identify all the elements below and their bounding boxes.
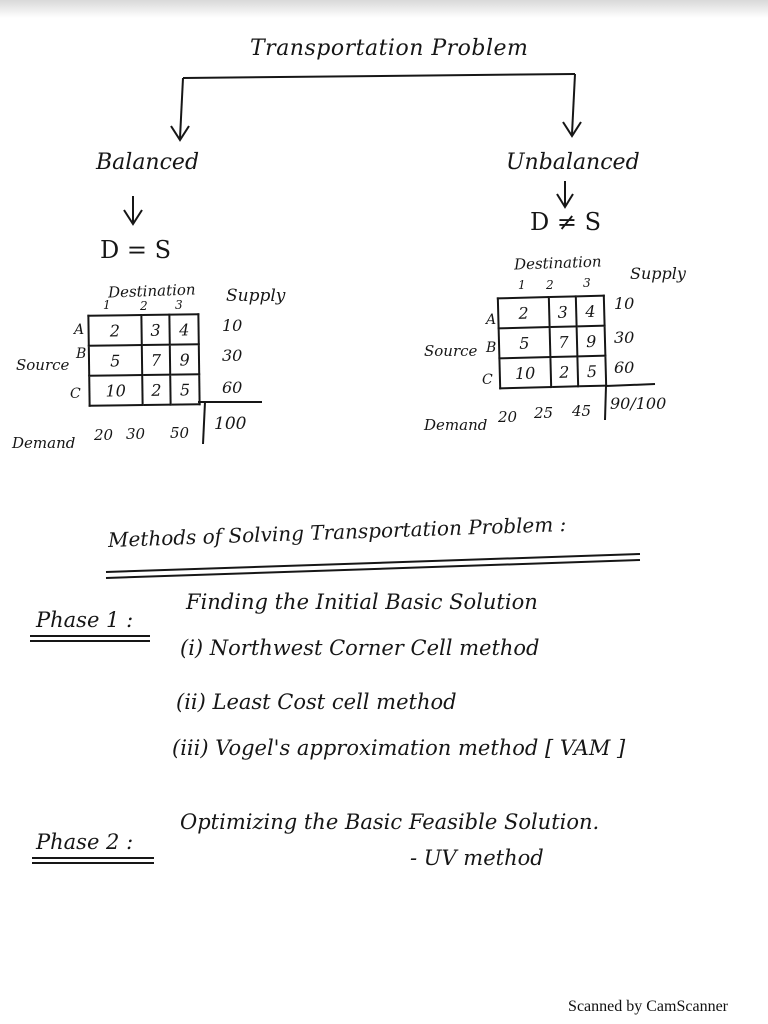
balanced-cell: 4 [170, 314, 199, 344]
unbalanced-row-label-b: B [486, 340, 497, 356]
unbalanced-supply-c: 60 [614, 358, 635, 377]
unbalanced-cost-table [497, 295, 607, 390]
balanced-cell: 5 [171, 374, 200, 404]
unbalanced-col-header-3: 3 [583, 276, 591, 290]
unbalanced-destination-label: Destination [513, 252, 602, 274]
phase1-method-3: (iii) Vogel's approximation method [ VAM ] [172, 736, 626, 760]
balanced-demand-1: 20 [94, 426, 114, 444]
balanced-row-label-c: C [70, 386, 81, 402]
unbalanced-cell: 2 [498, 297, 549, 328]
unbalanced-demand-2: 25 [534, 404, 554, 422]
balanced-cell: 2 [88, 315, 141, 346]
balanced-col-header-1: 1 [103, 298, 111, 312]
balanced-cell: 2 [142, 375, 171, 405]
unbalanced-source-label: Source [424, 342, 478, 360]
phase2-sub: - UV method [410, 846, 544, 870]
camscanner-watermark: Scanned by CamScanner [568, 998, 728, 1015]
phase2-label: Phase 2 : [36, 830, 134, 854]
unbalanced-cell: 5 [578, 356, 606, 387]
unbalanced-row-label-a: A [486, 312, 497, 328]
unbalanced-cell: 7 [549, 326, 577, 357]
balanced-condition: D = S [100, 236, 172, 264]
balanced-source-label: Source [16, 356, 70, 374]
unbalanced-cell: 5 [499, 327, 550, 358]
unbalanced-condition: D ≠ S [530, 208, 602, 236]
phase1-label: Phase 1 : [36, 608, 134, 632]
unbalanced-supply-label: Supply [630, 264, 686, 283]
balanced-supply-c: 60 [222, 378, 243, 397]
phase1-method-2: (ii) Least Cost cell method [176, 690, 457, 714]
balanced-supply-label: Supply [226, 286, 286, 306]
balanced-cell: 10 [89, 375, 142, 406]
balanced-col-header-2: 2 [140, 299, 148, 313]
balanced-supply-b: 30 [222, 346, 243, 365]
unbalanced-cell: 2 [550, 356, 578, 387]
unbalanced-cell: 3 [549, 296, 577, 327]
balanced-demand-3: 50 [170, 424, 190, 442]
balanced-cell: 7 [141, 345, 170, 375]
balanced-cell: 9 [170, 344, 199, 374]
unbalanced-demand-3: 45 [572, 402, 592, 420]
balanced-demand-label: Demand [12, 434, 76, 452]
unbalanced-col-header-1: 1 [518, 278, 526, 292]
phase1-method-1: (i) Northwest Corner Cell method [180, 636, 540, 660]
unbalanced-supply-a: 10 [614, 294, 635, 313]
unbalanced-demand-label: Demand [424, 416, 488, 434]
balanced-cost-table [87, 313, 200, 407]
methods-heading: Methods of Solving Transportation Problem : [107, 512, 567, 552]
phase2-title: Optimizing the Basic Feasible Solution. [180, 810, 600, 834]
unbalanced-cell: 9 [577, 326, 605, 357]
page-title: Transportation Problem [250, 36, 529, 61]
unbalanced-label: Unbalanced [506, 150, 640, 175]
unbalanced-total: 90/100 [610, 394, 667, 413]
balanced-cell: 3 [141, 315, 170, 345]
balanced-demand-2: 30 [126, 425, 146, 443]
balanced-row-label-b: B [76, 346, 87, 362]
unbalanced-supply-b: 30 [614, 328, 635, 347]
phase1-title: Finding the Initial Basic Solution [186, 590, 538, 614]
balanced-cell: 5 [89, 345, 142, 376]
balanced-label: Balanced [96, 150, 200, 175]
unbalanced-cell: 10 [499, 357, 550, 388]
balanced-col-header-3: 3 [175, 298, 183, 312]
balanced-supply-a: 10 [222, 316, 243, 335]
unbalanced-row-label-c: C [482, 372, 493, 388]
balanced-destination-label: Destination [107, 280, 196, 302]
unbalanced-cell: 4 [576, 296, 604, 327]
unbalanced-demand-1: 20 [498, 408, 518, 426]
unbalanced-col-header-2: 2 [546, 278, 554, 292]
balanced-total: 100 [214, 414, 247, 434]
balanced-row-label-a: A [74, 322, 85, 338]
